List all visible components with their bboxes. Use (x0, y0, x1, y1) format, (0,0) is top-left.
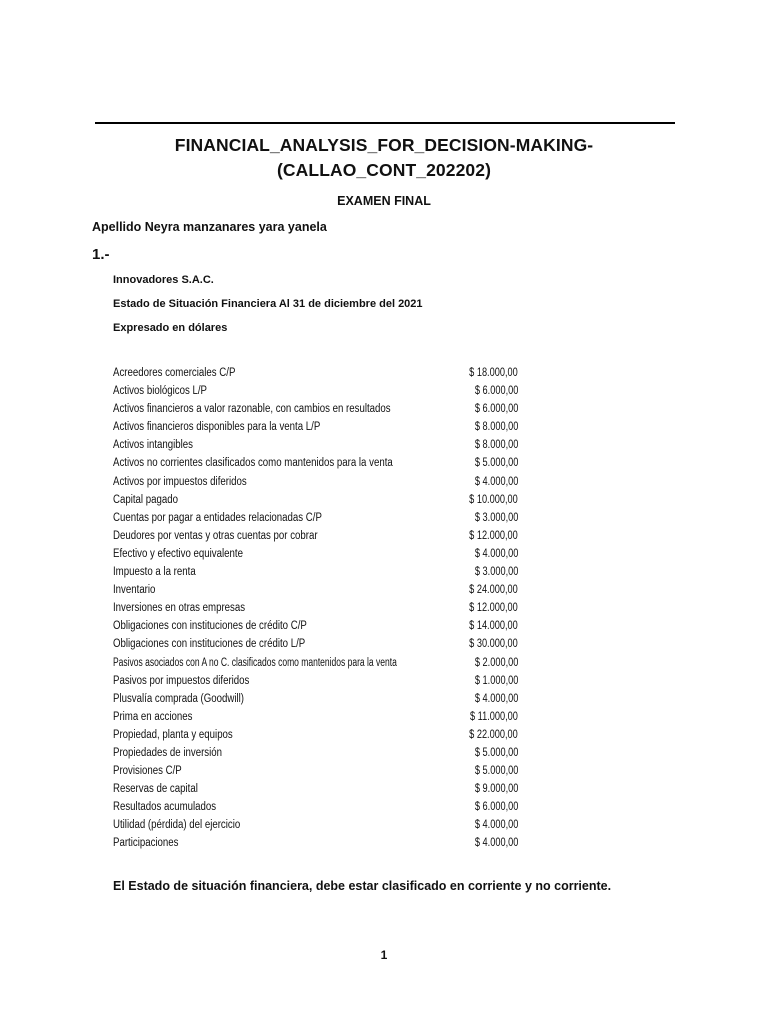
account-label: Obligaciones con instituciones de crédito C/P (113, 620, 307, 633)
currency-note: Expresado en dólares (113, 322, 228, 334)
account-row (113, 530, 523, 548)
account-label: Efectivo y efectivo equivalente (113, 547, 243, 560)
account-row (113, 512, 523, 530)
account-row (113, 747, 523, 765)
account-amount: $ 3.000,00 (474, 511, 518, 524)
account-amount: $ 14.000,00 (469, 620, 518, 633)
account-label: Participaciones (113, 837, 179, 850)
account-label: Plusvalía comprada (Goodwill) (113, 692, 245, 705)
account-row (113, 819, 523, 837)
account-amount: $ 12.000,00 (469, 602, 518, 615)
account-label: Activos no corrientes clasificados como mantenidos para la venta (113, 457, 393, 470)
account-row (113, 693, 523, 711)
account-amount: $ 10.000,00 (469, 493, 518, 506)
account-label: Provisiones C/P (113, 765, 182, 778)
account-label: Inversiones en otras empresas (113, 602, 246, 615)
account-label: Deudores por ventas y otras cuentas por cobrar (113, 529, 318, 542)
company-name: Innovadores S.A.C. (113, 274, 214, 286)
account-row (113, 403, 523, 421)
header-rule (95, 122, 675, 124)
account-amount: $ 8.000,00 (474, 421, 518, 434)
account-row (113, 566, 523, 584)
account-label: Impuesto a la renta (113, 566, 196, 579)
account-amount: $ 6.000,00 (474, 801, 518, 814)
instruction-text: El Estado de situación financiera, debe estar clasificado en corriente y no corriente. (113, 879, 612, 893)
account-row (113, 548, 523, 566)
account-label: Acreedores comerciales C/P (113, 367, 236, 379)
question-number: 1.- (92, 246, 110, 263)
account-amount: $ 4.000,00 (474, 547, 518, 560)
account-row (113, 602, 523, 620)
account-row (113, 439, 523, 457)
account-row (113, 711, 523, 729)
account-row (113, 476, 523, 494)
account-row (113, 638, 523, 656)
account-amount: $ 4.000,00 (474, 692, 518, 705)
account-label: Propiedades de inversión (113, 746, 223, 759)
account-row (113, 837, 523, 855)
account-amount: $ 22.000,00 (469, 728, 518, 741)
account-label: Activos intangibles (113, 439, 194, 452)
account-label: Pasivos por impuestos diferidos (113, 674, 250, 687)
account-amount: $ 9.000,00 (474, 783, 518, 796)
account-row (113, 367, 523, 385)
account-row (113, 620, 523, 638)
account-amount: $ 30.000,00 (469, 638, 518, 651)
account-amount: $ 24.000,00 (469, 584, 518, 597)
document-title-line-2: (CALLAO_CONT_202202) (277, 160, 491, 180)
document-title-line-1: FINANCIAL_ANALYSIS_FOR_DECISION-MAKING- (174, 135, 594, 155)
account-row (113, 494, 523, 512)
account-label: Resultados acumulados (113, 801, 217, 814)
account-amount: $ 18.000,00 (469, 367, 518, 379)
account-amount: $ 6.000,00 (474, 403, 518, 416)
account-amount: $ 11.000,00 (470, 710, 518, 723)
account-row (113, 584, 523, 602)
exam-label: EXAMEN FINAL (337, 194, 431, 208)
account-amount: $ 5.000,00 (474, 457, 518, 470)
account-row (113, 783, 523, 801)
account-amount: $ 5.000,00 (474, 765, 518, 778)
page-number: 1 (380, 948, 388, 962)
statement-title: Estado de Situación Financiera Al 31 de diciembre del 2021 (113, 298, 423, 310)
account-label: Obligaciones con instituciones de crédito L/P (113, 638, 306, 651)
account-row (113, 421, 523, 439)
account-row (113, 385, 523, 403)
account-row (113, 765, 523, 783)
author-line: Apellido Neyra manzanares yara yanela (92, 220, 327, 234)
account-label: Activos financieros disponibles para la venta L/P (113, 421, 321, 434)
account-list (113, 367, 523, 856)
account-amount: $ 4.000,00 (474, 837, 518, 850)
account-label: Capital pagado (113, 493, 178, 506)
account-label: Prima en acciones (113, 710, 193, 723)
account-label: Cuentas por pagar a entidades relacionadas C/P (113, 511, 322, 524)
account-label: Activos biológicos L/P (113, 385, 207, 398)
account-amount: $ 4.000,00 (474, 475, 518, 488)
account-label: Activos por impuestos diferidos (113, 475, 247, 488)
account-row (113, 729, 523, 747)
account-label: Inventario (113, 584, 156, 597)
account-label: Propiedad, planta y equipos (113, 728, 233, 741)
account-row (113, 801, 523, 819)
account-label: Activos financieros a valor razonable, con cambios en resultados (113, 403, 391, 416)
account-label: Utilidad (pérdida) del ejercicio (113, 819, 241, 832)
account-label: Pasivos asociados con A no C. clasificados como mantenidos para la venta (113, 656, 397, 669)
account-amount: $ 6.000,00 (474, 385, 518, 398)
account-label: Reservas de capital (113, 783, 198, 796)
account-amount: $ 2.000,00 (474, 656, 518, 669)
account-row (113, 457, 523, 475)
account-row (113, 675, 523, 693)
account-amount: $ 12.000,00 (469, 529, 518, 542)
account-amount: $ 3.000,00 (474, 566, 518, 579)
account-amount: $ 5.000,00 (474, 746, 518, 759)
account-amount: $ 4.000,00 (474, 819, 518, 832)
account-amount: $ 1.000,00 (474, 674, 518, 687)
account-amount: $ 8.000,00 (474, 439, 518, 452)
account-row (113, 657, 523, 675)
